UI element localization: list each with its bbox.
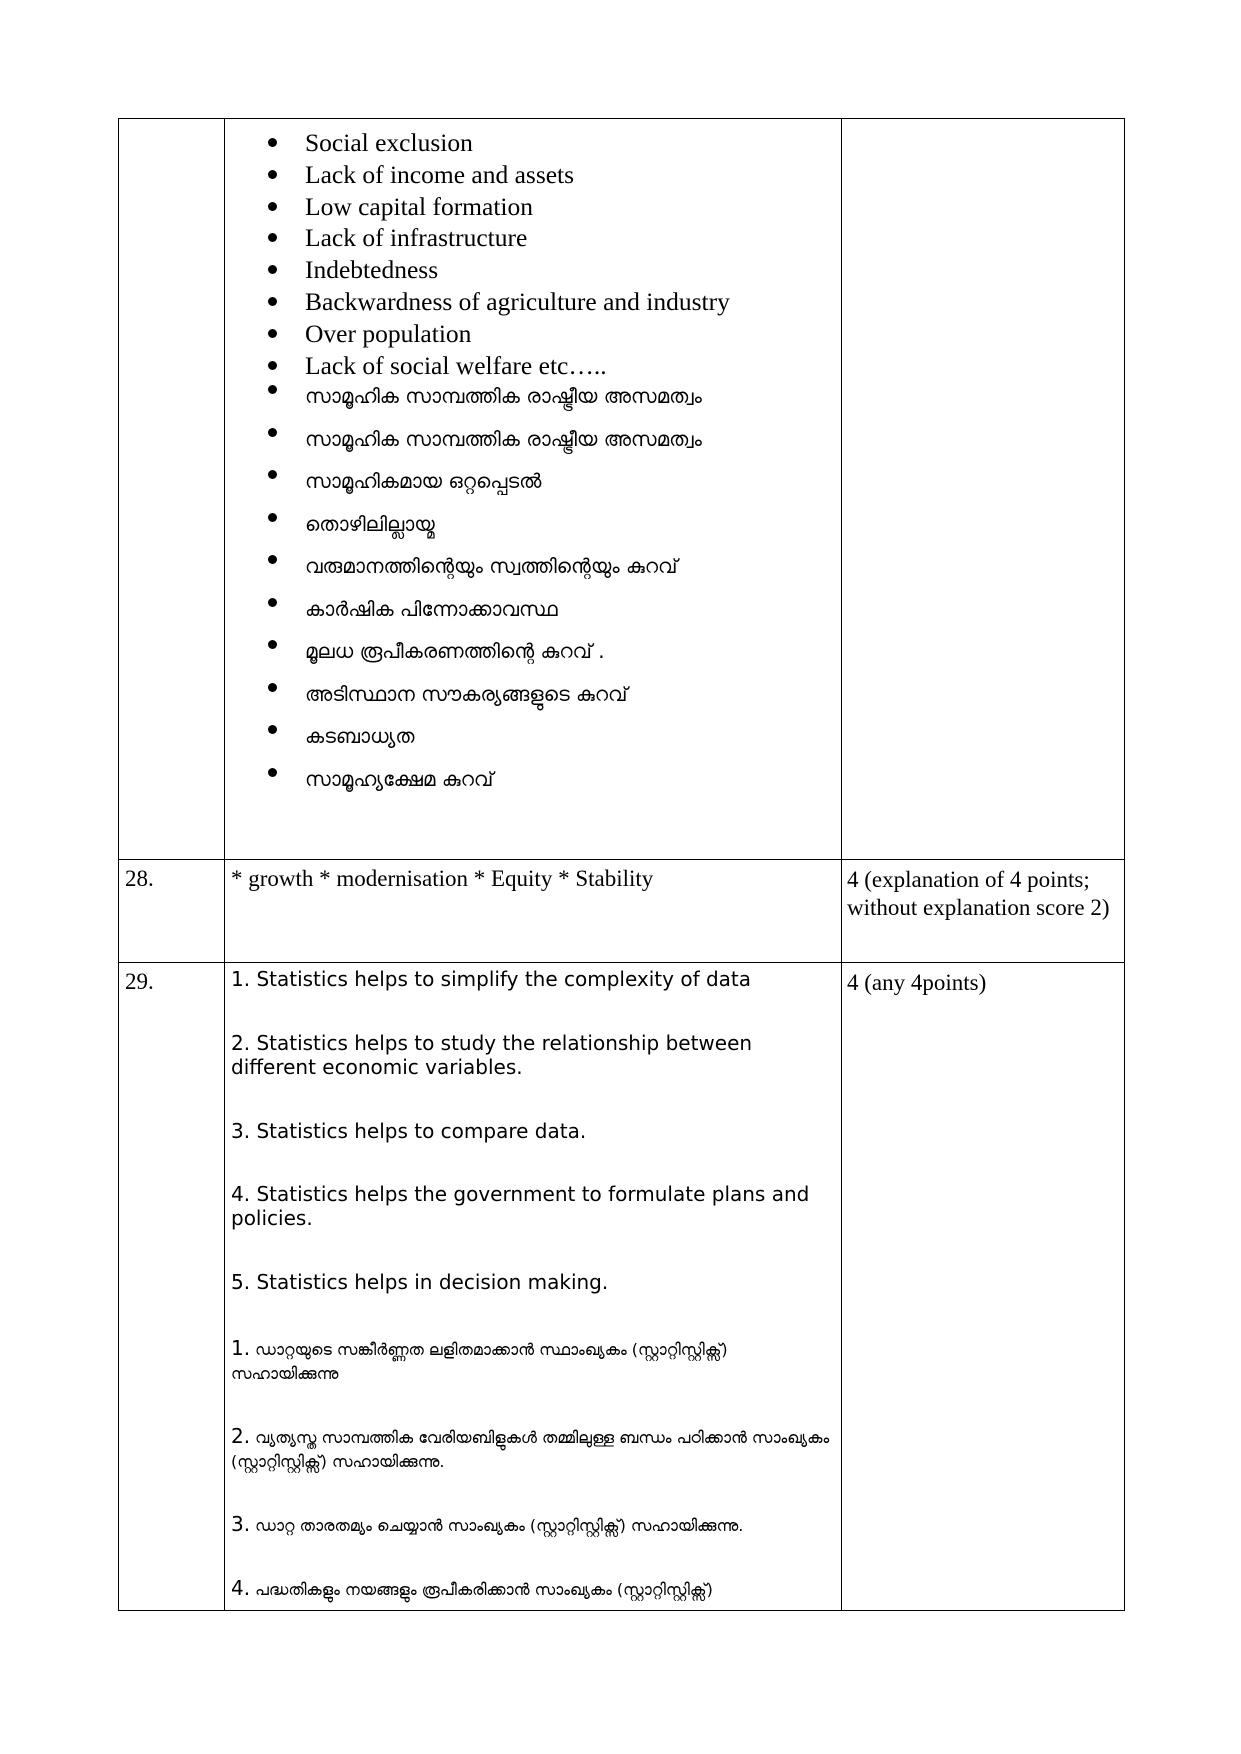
point-number: 4. — [231, 1576, 251, 1600]
list-item: Lack of social welfare etc….. — [225, 350, 841, 382]
list-item: Social exclusion — [225, 127, 841, 159]
point-text: ഡാറ്റ താരതമ്യം ചെയ്യാൻ സാംഖ്യകം (സ്റ്റാറ്റിസ്റ്റിക്സ്) സഹായിക്കുന്നു. — [250, 1516, 744, 1535]
answer-point — [231, 1576, 837, 1602]
answer-text: * growth * modernisation * Equity * Stability — [225, 860, 842, 963]
point-text: ഡാറ്റയുടെ സങ്കീർണ്ണത ലളിതമാക്കാൻ സ്ഥാംഖ്യകം (സ്റ്റാറ്റിസ്റ്റിക്സ്) സഹായിക്കുന്നു — [231, 1340, 728, 1383]
question-number: 28. — [119, 860, 225, 963]
answer-point — [231, 1424, 837, 1474]
answer-point: 3. Statistics helps to compare data. — [231, 1119, 587, 1143]
list-item: അടിസ്ഥാന സൗകര്യങ്ങളുടെ കുറവ് — [225, 679, 841, 722]
score-text: 4 (explanation of 4 points; without explanation score 2) — [842, 860, 1125, 963]
answer-cell — [225, 119, 842, 860]
point-text: വ്യത്യസ്ത സാമ്പത്തിക വേരിയബിളുകൾ തമ്മിലുള്ള ബന്ധം പഠിക്കാൻ സാംഖ്യകം (സ്റ്റാറ്റിസ്റ്റിക്സ്) സഹായിക്കുന്നു. — [231, 1428, 830, 1471]
table-row-29 — [119, 963, 1125, 1611]
bullet-list — [225, 119, 841, 806]
answer-point — [231, 1512, 837, 1538]
list-item: Lack of income and assets — [225, 159, 841, 191]
point-number: 3. — [231, 1512, 251, 1536]
list-item: തൊഴിലില്ലായ്മ — [225, 509, 841, 552]
answer-point: 4. Statistics helps the government to formulate plans and policies. — [231, 1182, 810, 1230]
list-item: Indebtedness — [225, 254, 841, 286]
answer-point: 1. Statistics helps to simplify the complexity of data — [231, 967, 752, 991]
list-item: കടബാധ്യത — [225, 721, 841, 764]
answer-key-table — [118, 118, 1125, 1611]
list-item: Lack of infrastructure — [225, 222, 841, 254]
list-item: വരുമാനത്തിന്റെയും സ്വത്തിന്റെയും കുറവ് — [225, 551, 841, 594]
list-item: Backwardness of agriculture and industry — [225, 286, 841, 318]
list-item: കാർഷിക പിന്നോക്കാവസ്ഥ — [225, 594, 841, 637]
point-text: പദ്ധതികളും നയങ്ങളും രൂപീകരിക്കാൻ സാംഖ്യകം (സ്റ്റാറ്റിസ്റ്റിക്സ്) — [250, 1580, 713, 1599]
answer-point: 2. Statistics helps to study the relationship between different economic variables. — [231, 1031, 753, 1079]
list-item: സാമൂഹിക സാമ്പത്തിക രാഷ്ട്രീയ അസമത്വം — [225, 424, 841, 467]
list-item: Low capital formation — [225, 191, 841, 223]
point-number: 1. — [231, 1336, 251, 1360]
question-number: 29. — [119, 963, 225, 1611]
list-item: Over population — [225, 318, 841, 350]
list-item: സാമൂഹികമായ ഒറ്റപ്പെടൽ — [225, 466, 841, 509]
list-item: സാമൂഹ്യക്ഷേമ കുറവ് — [225, 764, 841, 807]
score-text: 4 (any 4points) — [842, 963, 1125, 1611]
list-item: സാമൂഹിക സാമ്പത്തിക രാഷ്ട്രീയ അസമത്വം — [225, 381, 841, 424]
answer-point: 5. Statistics helps in decision making. — [231, 1270, 609, 1294]
answer-cell — [225, 963, 842, 1611]
list-item: മൂലധ രൂപീകരണത്തിന്റെ കുറവ് . — [225, 636, 841, 679]
table-row-continuation — [119, 119, 1125, 860]
score-cell — [842, 119, 1125, 860]
question-number-cell — [119, 119, 225, 860]
point-number: 2. — [231, 1424, 251, 1448]
table-row-28 — [119, 860, 1125, 963]
answer-point — [231, 1336, 837, 1386]
